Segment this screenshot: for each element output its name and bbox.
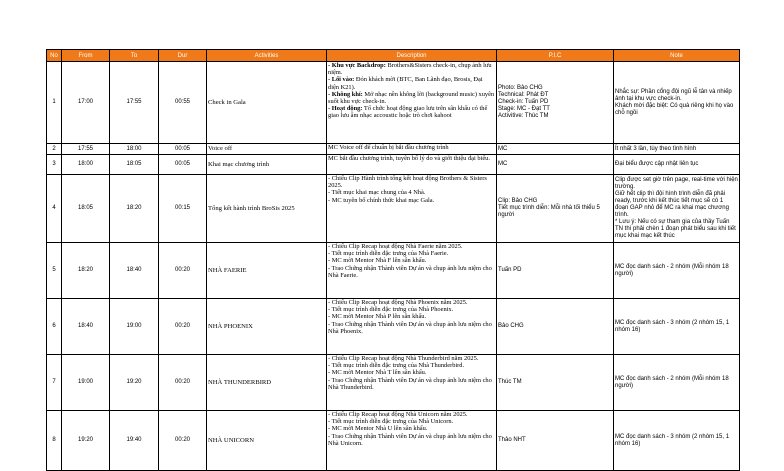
cell-description <box>327 62 497 144</box>
cell-to: 18:00 <box>110 144 159 155</box>
description-line: - Trao Chứng nhận Thành viên Dự án và chụp ảnh lưu niệm cho Nhà Thunderbird. <box>328 376 492 391</box>
cell-pic <box>497 155 614 175</box>
cell-activity: Tổng kết hành trình BroSis 2025 <box>207 175 327 243</box>
cell-pic <box>497 62 614 144</box>
note-line: MC đọc danh sách - 2 nhóm (Mỗi nhóm 18 người) <box>615 263 729 277</box>
cell-from: 18:00 <box>62 155 110 175</box>
pic-line: Stage: MC - Đạt TT <box>498 106 550 112</box>
cell-pic <box>497 299 614 355</box>
table-row <box>47 175 740 243</box>
pic-line: Thảo NHT <box>498 437 526 443</box>
description-line: MC Voice off để chuẩn bị bắt đầu chương trình <box>328 144 449 151</box>
description-line: - Chiếu Clip Hành trình tổng kết hoạt động Brothers & Sisters 2025. <box>328 175 487 190</box>
cell-no: 4 <box>47 175 62 243</box>
note-line: Khách mời đặc biệt: Có quà riêng khi họ vào chỗ ngồi <box>615 102 734 116</box>
cell-from: 17:00 <box>62 62 110 144</box>
cell-activity: NHÀ FAERIE <box>207 243 327 299</box>
cell-to: 18:40 <box>110 243 159 299</box>
note-line: Nhắc sự: Phần cổng đội ngũ lễ tân và nhiếp ảnh tại khu vực check-in. <box>615 88 732 102</box>
cell-dur: 00:20 <box>159 299 207 355</box>
pic-line: Tiết mục trình diễn: Mỗi nhà tối thiểu 5 người <box>498 205 600 218</box>
cell-no: 2 <box>47 144 62 155</box>
cell-dur: 00:05 <box>159 155 207 175</box>
cell-dur: 00:20 <box>159 243 207 299</box>
cell-activity: NHÀ UNICORN <box>207 411 327 471</box>
cell-note <box>614 155 740 175</box>
cell-no: 6 <box>47 299 62 355</box>
header-activities: Activities <box>207 50 327 62</box>
table-row <box>47 411 740 471</box>
cell-description <box>327 155 497 175</box>
cell-from: 17:55 <box>62 144 110 155</box>
pic-line: MC <box>498 145 508 152</box>
cell-activity: NHÀ THUNDERBIRD <box>207 355 327 411</box>
header-from: From <box>62 50 110 62</box>
cell-to: 17:55 <box>110 62 159 144</box>
description-line: - MC mời Mentor Nhà F lên sân khấu. <box>328 257 427 265</box>
description-line: - Khu vực Backdrop: Brothers&Sisters check-in, chụp ảnh lưu niệm. <box>328 62 492 77</box>
pic-line: Bảo CHG <box>498 323 524 329</box>
note-line: MC đọc danh sách - 3 nhóm (2 nhóm 15, 1 nhóm 16) <box>615 319 730 333</box>
header-note: Note <box>614 50 740 62</box>
cell-pic <box>497 411 614 471</box>
description-line: - Chiếu Clip Recap hoạt động Nhà Phoenix năm 2025. <box>328 299 468 306</box>
description-line: - Chiếu Clip Recap hoạt động Nhà Faerie năm 2025. <box>328 243 463 250</box>
cell-from: 19:20 <box>62 411 110 471</box>
cell-pic <box>497 175 614 243</box>
note-line: Giữ hết clip thì đội hình trình diễn đã phải ready, trước khi kết thúc tiết mục sẽ có 1 đoạn GAP nhỏ để MC ra khai mạc chương trình. <box>615 191 729 218</box>
cell-note <box>614 299 740 355</box>
cell-activity: NHÀ PHOENIX <box>207 299 327 355</box>
description-line: - Trao Chứng nhận Thành viên Dự án và chụp ảnh lưu niệm cho Nhà Phoenix. <box>328 320 492 335</box>
description-line: - MC mời Mentor Nhà P lên sân khấu. <box>328 313 427 321</box>
cell-activity: Voice off <box>207 144 327 155</box>
description-line: - MC mời Mentor Nhà T lên sân khấu. <box>328 369 427 377</box>
pic-line: Activitive: Thúc TM <box>498 113 549 119</box>
cell-note <box>614 175 740 243</box>
description-line: - Lối vào: Đón khách mời (BTC, Ban Lãnh đạo, Brosis, Đại diện K21). <box>328 76 483 91</box>
header-dur: Dur <box>159 50 207 62</box>
cell-no: 3 <box>47 155 62 175</box>
pic-line: Technical: Phát ĐT <box>498 92 549 98</box>
cell-to: 18:20 <box>110 175 159 243</box>
header-pic: P.I.C <box>497 50 614 62</box>
pic-line: Photo: Bảo CHG <box>498 85 543 91</box>
cell-from: 18:05 <box>62 175 110 243</box>
cell-pic <box>497 144 614 155</box>
description-line: - Tiết mục khai mạc chung của 4 Nhà. <box>328 189 426 197</box>
pic-line: Check-in: Tuấn PD <box>498 99 549 105</box>
cell-from: 18:40 <box>62 299 110 355</box>
note-line: Đại biểu được cập nhật liên tục <box>615 161 699 167</box>
description-line: - Trao Chứng nhận Thành viên Dự án và chụp ảnh lưu niệm cho Nhà Unicorn. <box>328 432 492 447</box>
cell-dur: 00:20 <box>159 355 207 411</box>
pic-line: MC <box>498 161 508 167</box>
table-row <box>47 62 740 144</box>
note-line: MC đọc danh sách - 3 nhóm (2 nhóm 15, 1 nhóm 16) <box>615 433 730 447</box>
description-line: - Hoạt động: Tổ chức hoạt động giao lưu trên sân khấu có thể giao lưu âm nhạc accoustic hoặc trò chơi kahoot <box>328 105 488 120</box>
cell-to: 19:00 <box>110 299 159 355</box>
cell-to: 19:20 <box>110 355 159 411</box>
cell-description <box>327 355 497 411</box>
cell-note <box>614 411 740 471</box>
description-line: - Tiết mục trình diễn đặc trưng của Nhà Faerie. <box>328 250 449 258</box>
cell-dur: 00:55 <box>159 62 207 144</box>
cell-activity: Khai mạc chương trình <box>207 155 327 175</box>
cell-pic <box>497 355 614 411</box>
table-row <box>47 299 740 355</box>
table-row <box>47 144 740 155</box>
cell-description <box>327 243 497 299</box>
description-line: - Tiết mục trình diễn đặc trưng của Nhà Thunderbird. <box>328 362 465 370</box>
table-row <box>47 155 740 175</box>
cell-dur: 00:15 <box>159 175 207 243</box>
pic-line: Thúc TM <box>498 379 522 385</box>
description-line: - Chiếu Clip Recap hoạt động Nhà Unicorn năm 2025. <box>328 411 468 418</box>
run-of-show-table <box>46 49 740 471</box>
cell-dur: 00:05 <box>159 144 207 155</box>
description-line: - Chiếu Clip Recap hoạt động Nhà Thunderbird năm 2025. <box>328 355 479 362</box>
note-line: MC đọc danh sách - 2 nhóm (Mỗi nhóm 18 người) <box>615 375 729 389</box>
header-to: To <box>110 50 159 62</box>
pic-line: Clip: Bảo CHG <box>498 198 538 204</box>
header-description: Description <box>327 50 497 62</box>
cell-description <box>327 299 497 355</box>
description-line: - MC tuyên bố chính thức khai mạc Gala. <box>328 196 435 204</box>
cell-description <box>327 411 497 471</box>
cell-no: 8 <box>47 411 62 471</box>
cell-no: 7 <box>47 355 62 411</box>
note-line: * Lưu ý: Nếu có sự tham gia của thầy Tuấn TN thì phải chèn 1 đoạn phát biểu sau khi tiết mục khai mạc kết thúc <box>615 219 736 239</box>
cell-description <box>327 175 497 243</box>
table-row <box>47 243 740 299</box>
description-line: - Tiết mục trình diễn đặc trưng của Nhà Unicorn. <box>328 418 454 426</box>
cell-dur: 00:20 <box>159 411 207 471</box>
table-row <box>47 355 740 411</box>
header-no: No <box>47 50 62 62</box>
cell-from: 19:00 <box>62 355 110 411</box>
description-line: - Không khí: Mở nhạc nền không lời (background music) xuyên suốt khu vực check-in. <box>328 90 495 106</box>
cell-activity: Check in Gala <box>207 62 327 144</box>
note-line: Ít nhất 3 lần, tùy theo tình hình <box>615 145 697 152</box>
description-line: - Trao Chứng nhận Thành viên Dự án và chụp ảnh lưu niệm cho Nhà Faerie. <box>328 264 492 279</box>
description-line: MC bắt đầu chương trình, tuyên bố lý do và giới thiệu đại biểu. <box>328 155 490 162</box>
cell-to: 19:40 <box>110 411 159 471</box>
pic-line: Tuấn PD <box>498 267 522 273</box>
table-body <box>47 62 740 471</box>
header-row <box>47 50 740 62</box>
cell-note <box>614 144 740 155</box>
cell-no: 5 <box>47 243 62 299</box>
note-line: Clip được set giờ trên page, real-time với hiện trường. <box>615 177 738 190</box>
cell-note <box>614 62 740 144</box>
cell-description <box>327 144 497 155</box>
description-line: - Tiết mục trình diễn đặc trưng của Nhà Phoenix. <box>328 306 454 314</box>
cell-pic <box>497 243 614 299</box>
cell-no: 1 <box>47 62 62 144</box>
cell-to: 18:05 <box>110 155 159 175</box>
description-line: - MC mời Mentor Nhà U lên sân khấu. <box>328 425 428 433</box>
cell-note <box>614 355 740 411</box>
cell-note <box>614 243 740 299</box>
cell-from: 18:20 <box>62 243 110 299</box>
